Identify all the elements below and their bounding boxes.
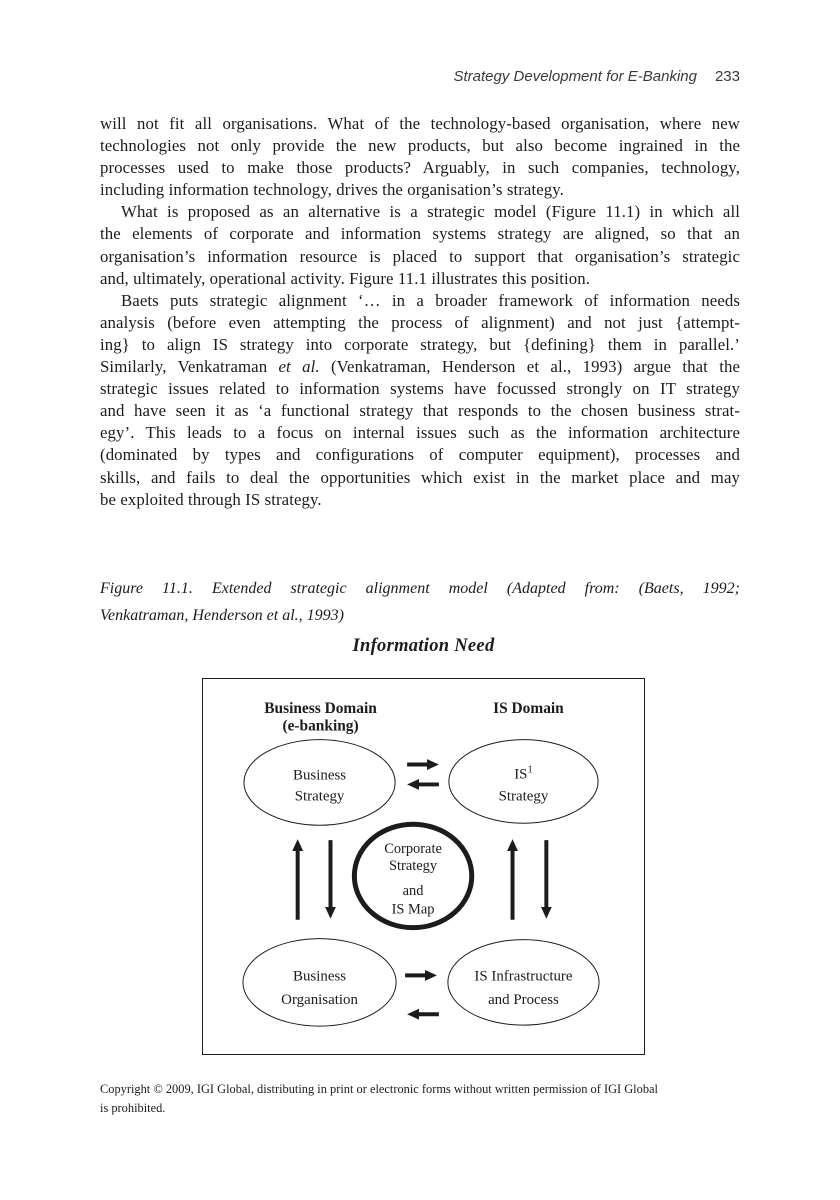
text-line: including information technology, drives the organisation’s strategy. [100, 180, 564, 200]
copyright-notice [100, 1080, 744, 1117]
figure-title: Information Need [352, 636, 495, 656]
text-line: skills, and fails to deal the opportunities which exist in the market place and may [100, 467, 740, 487]
text-line: What is proposed as an alternative is a strategic model (Figure 11.1) in which all [121, 202, 740, 222]
text-line: will not fit all organisations. What of the technology-based organisation, where new [100, 114, 740, 133]
is-infrastructure-label-line1: IS Infrastructure [474, 968, 573, 985]
running-head [100, 68, 740, 85]
text-line: technologies not only provide the new products, but also become ingrained in the [100, 136, 740, 156]
text-line: ing} to align IS strategy into corporate strategy, but {defining} them in parallel.’ [100, 334, 740, 354]
text-line: egy’. This leads to a focus on internal issues such as the information architecture [100, 423, 740, 443]
business-organisation-label-line1: Business [293, 968, 347, 985]
business-strategy-label-line2: Strategy [294, 788, 345, 805]
business-strategy-label-line1: Business [293, 767, 347, 784]
text-line [100, 356, 740, 378]
paragraph-1 [100, 113, 740, 201]
text-line: the elements of corporate and information systems strategy are aligned, so that an [100, 224, 740, 244]
business-domain-subheader: (e-banking) [282, 717, 359, 735]
body-text [100, 113, 740, 511]
text-line: Copyright © 2009, IGI Global, distributing in print or electronic forms without written permission of IGI Global [100, 1082, 658, 1096]
corporate-label-line3: and [402, 882, 424, 899]
text-line: organisation’s information resource is placed to support that organisation’s strategic [100, 246, 740, 266]
text-line: analysis (before even attempting the process of alignment) and not just {attempt- [100, 312, 740, 332]
is-infrastructure-label-line2: and Process [488, 992, 559, 1009]
text-segment: Similarly, Venkatraman [100, 357, 279, 377]
text-line: Figure 11.1. Extended strategic alignment model (Adapted from: (Baets, 1992; [100, 580, 740, 597]
text-line: Venkatraman, Henderson et al., 1993) [100, 607, 344, 624]
text-line: is prohibited. [100, 1100, 166, 1115]
text-line: (dominated by types and configurations of computer equipment), processes and [100, 445, 740, 465]
text-line: Baets puts strategic alignment ‘… in a broader framework of information needs [121, 290, 740, 310]
running-head-title: Strategy Development for E-Banking [453, 68, 697, 85]
corporate-label-line1: Corporate [384, 841, 442, 858]
text-segment: (Venkatraman, Henderson et al., 1993) argue that the [319, 357, 740, 377]
paragraph-3 [100, 290, 740, 511]
strategic-alignment-diagram [203, 679, 644, 1054]
is-domain-header: IS Domain [493, 699, 564, 717]
text-line: be exploited through IS strategy. [100, 489, 322, 509]
figure-caption [100, 575, 740, 629]
corporate-label-line2: Strategy [389, 857, 438, 874]
figure-diagram [202, 678, 645, 1055]
paragraph-2 [100, 201, 740, 289]
is-strategy-label-line2: Strategy [498, 788, 549, 805]
text-segment: et al. [278, 357, 320, 377]
business-organisation-label-line2: Organisation [281, 992, 358, 1009]
text-line: strategic issues related to information systems have focussed strongly on IT strategy [100, 379, 740, 399]
text-line: and have seen it as ‘a functional strategy that responds to the chosen business strat- [100, 401, 740, 421]
is-strategy-footnote-sup: 1 [527, 764, 533, 776]
business-domain-header: Business Domain [264, 699, 377, 717]
is-strategy-label-line1 [514, 765, 532, 783]
page-number: 233 [714, 68, 740, 85]
is-strategy-base: IS [514, 766, 528, 783]
corporate-label-line4: IS Map [391, 901, 435, 918]
text-line: processes used to make those products? Arguably, in such companies, technology, [100, 158, 740, 178]
text-line: and, ultimately, operational activity. Figure 11.1 illustrates this position. [100, 268, 591, 288]
